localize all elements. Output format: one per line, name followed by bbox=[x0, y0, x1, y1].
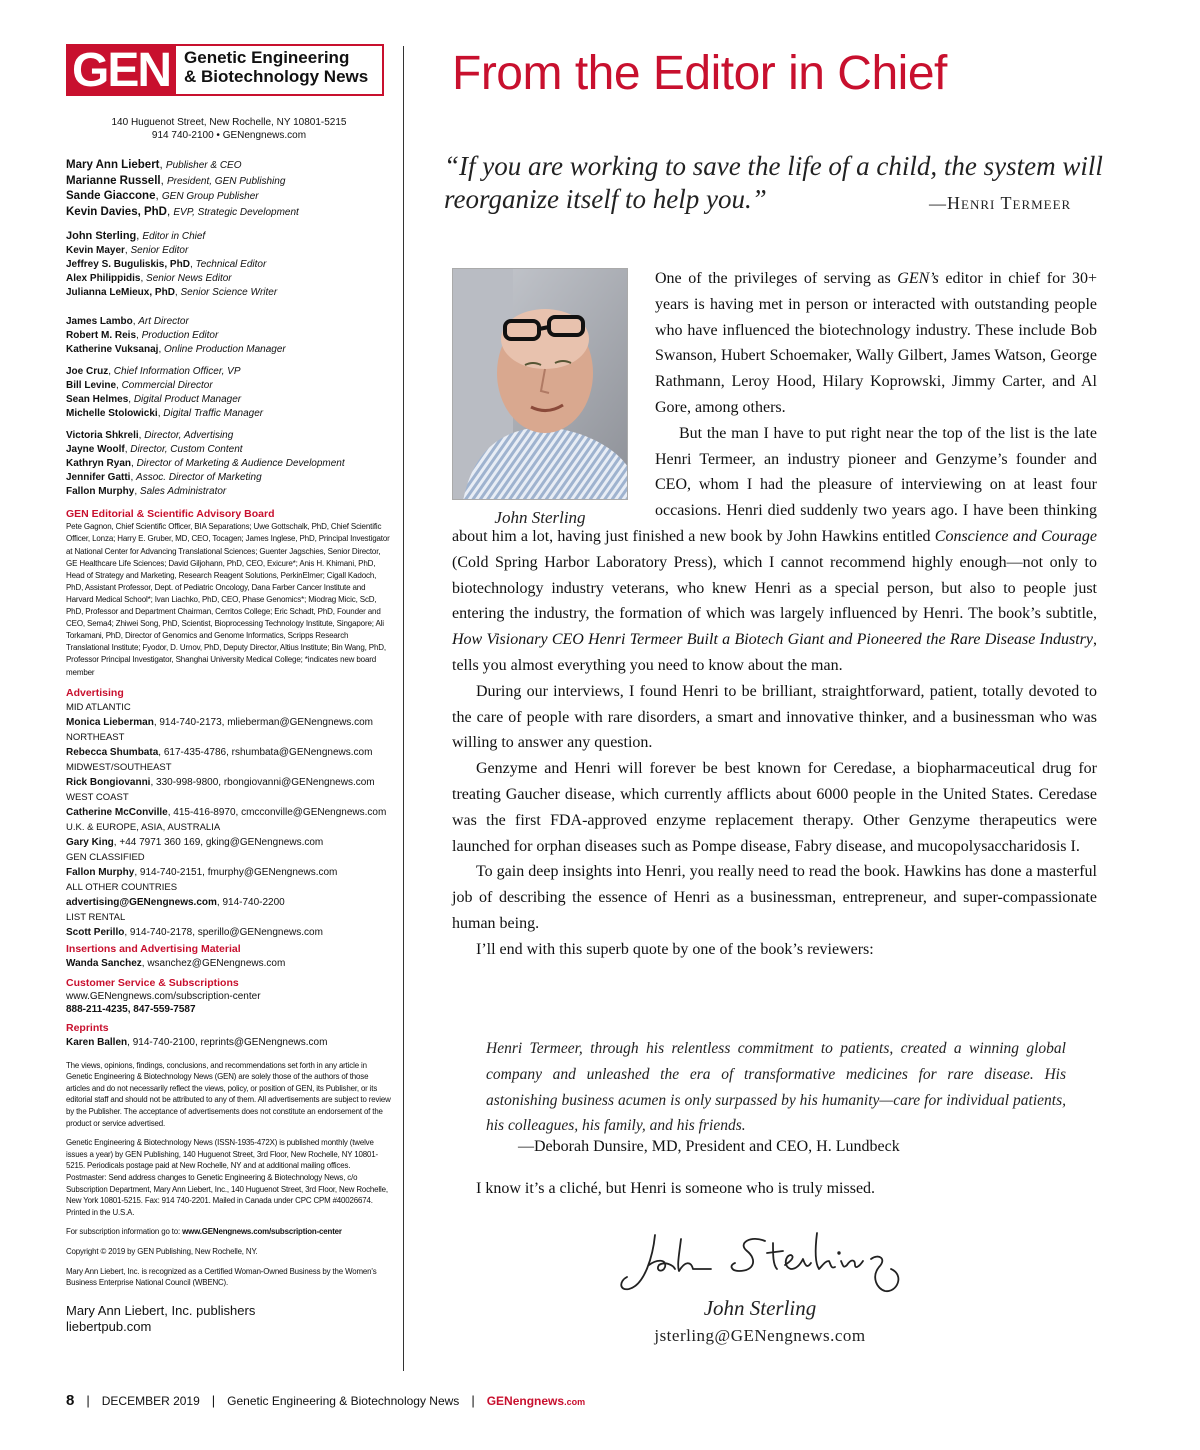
disclaimer: The views, opinions, findings, conclusions, and recommendations set forth in any article in Genetic Engineering & Biotechnology News (GEN) are solely those of the authors of those articles and do not necessarily reflect the views, policy, or position of GEN, its Publisher, or its editorial staff and should not be attributed to any of them. All advertisements are subject to review by the Publisher. The acceptance of advertisements does not constitute an endorsement of the product or service advertised. bbox=[66, 1060, 391, 1128]
contact-row: Rick Bongiovanni, 330-998-9800, rbongiovanni@GENengnews.com bbox=[66, 776, 375, 788]
staff-row: Kevin Mayer, Senior Editor bbox=[66, 245, 189, 257]
staff-advertising bbox=[66, 429, 392, 499]
logo-mark: GEN bbox=[68, 46, 176, 94]
paragraph: Genzyme and Henri will forever be best known for Ceredase, a biopharmaceutical drug for treating Gaucher disease, which currently afflicts about 6000 people in the United States. Ceredase was the first FDA-approved enzyme replacement therapy. Other Genzyme therapeutics were launched for orphan diseases such as Pompe disease, Fabry disease, and mucopolysaccharidosis I. bbox=[452, 760, 1097, 855]
photo-wrap-space bbox=[452, 266, 655, 518]
region-label: NORTHEAST bbox=[66, 731, 125, 743]
contact-row: Gary King, +44 7971 360 169, gking@GENengnews.com bbox=[66, 836, 324, 848]
gen-logo bbox=[66, 44, 384, 96]
paragraph: One of the privileges of serving as GEN’s editor in chief for 30+ years is having met in person or interacted with outstanding people who have influenced the biotechnology industry. These include Bob Swanson, Hubert Schoemaker, Wally Gilbert, James Watson, George Rathmann, Leroy Hood, Hilary Koprowski, Jimmy Carter, and Al Gore, among others. bbox=[655, 270, 1098, 416]
staff-art bbox=[66, 315, 392, 357]
publisher-address bbox=[66, 116, 392, 142]
logo-line-2: & Biotechnology News bbox=[184, 67, 369, 86]
paragraph: During our interviews, I found Henri to be brilliant, straightforward, patient, totally devoted to the care of people with rare disorders, a smart and innovative thinker, and a businessman who was willing to answer any question. bbox=[452, 682, 1097, 752]
subscription-phones: 888-211-4235, 847-559-7587 bbox=[66, 1003, 196, 1015]
article-body bbox=[452, 266, 1097, 963]
subscription-info: For subscription information go to: www.GENengnews.com/subscription-center bbox=[66, 1227, 342, 1237]
staff-row: Katherine Vuksanaj, Online Production Manager bbox=[66, 344, 286, 356]
region-label: WEST COAST bbox=[66, 791, 129, 803]
insertions-heading: Insertions and Advertising Material bbox=[66, 942, 241, 955]
staff-row: Sean Helmes, Digital Product Manager bbox=[66, 394, 242, 406]
reprints-heading: Reprints bbox=[66, 1021, 109, 1034]
staff-digital bbox=[66, 365, 392, 421]
publisher-name: Mary Ann Liebert, Inc. publishers bbox=[66, 1303, 256, 1318]
board-members: Pete Gagnon, Chief Scientific Officer, BIA Separations; Uwe Gottschalk, PhD, Chief Scientific Officer, Lonza; Harry E. Gruber, MD, CEO, Tocagen; James Inglese, PhD, Principal Investigator at National Center for Advancing Translational Sciences; Guenter Jagschies, Senior Director, GE Healthcare Life Sciences; David Giljohann, PhD, CEO, Exicure*; Anis H. Khimani, PhD, Head of Strategy and Marketing, Research Reagent Solutions, PerkinElmer; Cigall Kadoch, PhD, Assistant Professor, Dept. of Pediatric Oncology, Dana Farber Cancer Institute and Harvard Medical School*; Ivan Liachko, PhD, CEO, Phase Genomics*; Miodrag Micic, ScD, PhD, Professor and Department Chairman, Cerritos College; Eric Schadt, PhD, Founder and CEO, Sema4; Zhiwei Song, PhD, Scientist, Bioprocessing Technology Institute, Singapore; Ali Torkamani, PhD, Director of Genomics and Genome Informatics, Scripps Research Translational Institute; Fyodor, D. Urnov, PhD, Deputy Director, Altius Institute; Bin Wang, PhD, Professor Principal Investigator, Shanghai University Medical College; *indicates new board member bbox=[66, 522, 390, 677]
advertising-heading: Advertising bbox=[66, 686, 124, 699]
region-label: MID ATLANTIC bbox=[66, 701, 131, 713]
publication-name: Genetic Engineering & Biotechnology News bbox=[227, 1393, 460, 1408]
staff-row: James Lambo, Art Director bbox=[66, 316, 189, 328]
footer-separator: | bbox=[471, 1393, 475, 1408]
column-divider bbox=[403, 46, 404, 1371]
address-line-2: 914 740-2100 • GENengnews.com bbox=[151, 130, 307, 141]
logo-wordmark bbox=[176, 46, 368, 94]
contact-row: Scott Perillo, 914-740-2178, sperillo@GENengnews.com bbox=[66, 926, 323, 938]
advertising-contacts bbox=[66, 700, 392, 940]
staff-row: Jayne Woolf, Director, Custom Content bbox=[66, 444, 243, 456]
paragraph: To gain deep insights into Henri, you really need to read the book. Hawkins has done a masterful job of describing the essence of Henri as a businessman, entrepreneur, and super-compassionate human being. bbox=[452, 863, 1097, 932]
staff-row: John Sterling, Editor in Chief bbox=[66, 230, 206, 243]
wbenc-note: Mary Ann Liebert, Inc. is recognized as a Certified Woman-Owned Business by the Women's Business Enterprise National Council (WBENC). bbox=[66, 1266, 377, 1288]
region-label: U.K. & EUROPE, ASIA, AUSTRALIA bbox=[66, 821, 221, 833]
page-title: From the Editor in Chief bbox=[452, 47, 947, 100]
epigraph-attribution: —Henri Termeer bbox=[929, 193, 1072, 213]
staff-row: Victoria Shkreli, Director, Advertising bbox=[66, 430, 234, 442]
signature-name: John Sterling bbox=[703, 1296, 817, 1320]
customer-service-heading: Customer Service & Subscriptions bbox=[66, 976, 239, 989]
photo-caption: John Sterling bbox=[494, 508, 586, 527]
staff-editorial bbox=[66, 229, 392, 300]
staff-row: Bill Levine, Commercial Director bbox=[66, 380, 213, 392]
footer-separator: | bbox=[211, 1393, 216, 1408]
page-footer bbox=[66, 1392, 585, 1409]
epigraph-quote: “If you are working to save the life of a child, the system will reorganize itself to help you.” bbox=[444, 151, 1103, 214]
board-heading: GEN Editorial & Scientific Advisory Board bbox=[66, 508, 275, 521]
footer-separator: | bbox=[86, 1393, 90, 1408]
insertions-contact: Wanda Sanchez, wsanchez@GENengnews.com bbox=[66, 957, 286, 969]
staff-row: Jeffrey S. Buguliskis, PhD, Technical Editor bbox=[66, 259, 267, 271]
signature-email[interactable]: jsterling@GENengnews.com bbox=[654, 1326, 866, 1345]
staff-row: Alex Philippidis, Senior News Editor bbox=[66, 273, 232, 285]
paragraph: But the man I have to put right near the top of the list is the late Henri Termeer, an industry pioneer and Genzyme’s founder and CEO, whom I had the pleasure of interviewing on at least four occasions. Henri died suddenly two years ago. I have been thinking about him a lot, having just finished a new book by John Hawkins entitled Conscience and Courage (Cold Spring Harbor Laboratory Press), which I cannot recommend highly enough—not only to biotechnology industry veterans, who knew Henri as a special person, but also to people just entering the industry, the formation of which was largely influenced by Henri. The book’s subtitle, How Visionary CEO Henri Termeer Built a Biotech Giant and Pioneered the Rare Disease Industry, tells you almost everything you need to know about the man. bbox=[452, 424, 1097, 674]
paragraph: I’ll end with this superb quote by one of the book’s reviewers: bbox=[476, 940, 874, 958]
staff-row: Fallon Murphy, Sales Administrator bbox=[66, 486, 227, 498]
staff-row: Julianna LeMieux, PhD, Senior Science Writer bbox=[66, 287, 278, 299]
logo-line-1: Genetic Engineering bbox=[184, 48, 350, 67]
staff-executive bbox=[66, 158, 392, 220]
handwritten-signature bbox=[615, 1225, 915, 1307]
publisher-credit bbox=[66, 1303, 255, 1335]
masthead-sidebar bbox=[66, 44, 392, 1289]
reviewer-quote: Henri Termeer, through his relentless commitment to patients, created a winning global company and unleashed the era of transformative medicines for rare disease. His astonishing business acumen is only surpassed by his humanity—care for individual patients, his colleagues, his family, and his friends. bbox=[486, 1040, 1066, 1135]
closing-line: I know it’s a cliché, but Henri is someone who is truly missed. bbox=[476, 1180, 876, 1197]
page-number: 8 bbox=[66, 1392, 75, 1409]
reprints-contact: Karen Ballen, 914-740-2100, reprints@GENengnews.com bbox=[66, 1036, 328, 1048]
staff-row: Mary Ann Liebert, Publisher & CEO bbox=[66, 159, 242, 171]
staff-row: Kathryn Ryan, Director of Marketing & Audience Development bbox=[66, 458, 345, 470]
contact-row: Monica Lieberman, 914-740-2173, mlieberman@GENengnews.com bbox=[66, 716, 373, 728]
staff-row: Jennifer Gatti, Assoc. Director of Marketing bbox=[66, 472, 262, 484]
region-label: GEN CLASSIFIED bbox=[66, 851, 145, 863]
contact-row: advertising@GENengnews.com, 914-740-2200 bbox=[66, 896, 285, 908]
address-line-1: 140 Huguenot Street, New Rochelle, NY 10801-5215 bbox=[111, 117, 347, 128]
copyright: Copyright © 2019 by GEN Publishing, New Rochelle, NY. bbox=[66, 1246, 258, 1256]
contact-row: Catherine McConville, 415-416-8970, cmcconville@GENengnews.com bbox=[66, 806, 387, 818]
staff-row: Sande Giaccone, GEN Group Publisher bbox=[66, 190, 259, 203]
staff-row: Joe Cruz, Chief Information Officer, VP bbox=[66, 366, 241, 378]
staff-row: Marianne Russell, President, GEN Publishing bbox=[66, 174, 286, 187]
issue-date: DECEMBER 2019 bbox=[101, 1393, 200, 1408]
region-label: MIDWEST/SOUTHEAST bbox=[66, 761, 172, 773]
publisher-url[interactable]: liebertpub.com bbox=[66, 1319, 152, 1334]
contact-row: Rebecca Shumbata, 617-435-4786, rshumbata@GENengnews.com bbox=[66, 746, 373, 758]
staff-row: Robert M. Reis, Production Editor bbox=[66, 330, 219, 342]
site-link[interactable]: GENengnews.com bbox=[486, 1393, 586, 1408]
staff-row: Michelle Stolowicki, Digital Traffic Manager bbox=[66, 408, 264, 420]
staff-row: Kevin Davies, PhD, EVP, Strategic Development bbox=[66, 205, 299, 218]
reviewer-attribution: —Deborah Dunsire, MD, President and CEO, H. Lundbeck bbox=[518, 1138, 900, 1155]
region-label: LIST RENTAL bbox=[66, 911, 126, 923]
issn-statement: Genetic Engineering & Biotechnology News (ISSN-1935-472X) is published monthly (twelve issues a year) by GEN Publishing, 140 Huguenot Street, 3rd Floor, New Rochelle, NY 10801-5215. Periodicals postage paid at New Rochelle, NY and at additional mailing offices. Postmaster: Send address changes to Genetic Engineering & Biotechnology News, c/o Subscription Department, Mary Ann Liebert, Inc., 140 Huguenot Street, 3rd Floor, New Rochelle, New York 10801-5215. Fax: 914 740-2201. Mailed in Canada under CPC CPM #40026674. Printed in the U.S.A. bbox=[66, 1138, 388, 1217]
region-label: ALL OTHER COUNTRIES bbox=[66, 881, 178, 893]
contact-row: Fallon Murphy, 914-740-2151, fmurphy@GENengnews.com bbox=[66, 866, 338, 878]
subscription-url[interactable]: www.GENengnews.com/subscription-center bbox=[66, 990, 261, 1002]
